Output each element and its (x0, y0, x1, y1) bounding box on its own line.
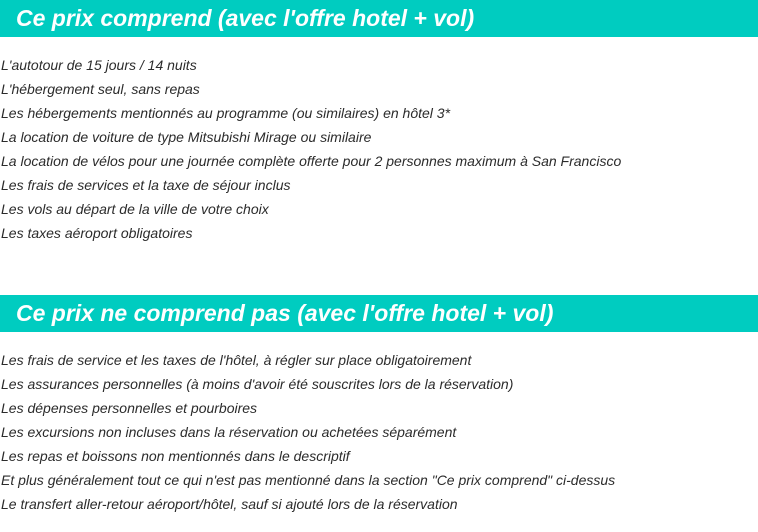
list-item: L'autotour de 15 jours / 14 nuits (1, 57, 197, 73)
list-item: Les repas et boissons non mentionnés dans le descriptif (1, 448, 350, 464)
list-item: La location de voiture de type Mitsubishi Mirage ou similaire (1, 129, 372, 145)
included-list (0, 53, 621, 245)
list-item: L'hébergement seul, sans repas (1, 81, 200, 97)
included-section-title: Ce prix comprend (avec l'offre hotel + vol) (0, 0, 758, 37)
excluded-list (0, 348, 615, 516)
list-item: Le transfert aller-retour aéroport/hôtel, sauf si ajouté lors de la réservation (1, 496, 458, 512)
excluded-section-title: Ce prix ne comprend pas (avec l'offre hotel + vol) (0, 295, 758, 332)
list-item: Les frais de service et les taxes de l'hôtel, à régler sur place obligatoirement (1, 352, 472, 368)
list-item: Les hébergements mentionnés au programme (ou similaires) en hôtel 3* (1, 105, 451, 121)
list-item: Les taxes aéroport obligatoires (1, 225, 193, 241)
list-item: Et plus généralement tout ce qui n'est pas mentionné dans la section "Ce prix comprend" ci-dessus (1, 472, 616, 488)
list-item: Les assurances personnelles (à moins d'avoir été souscrites lors de la réservation) (1, 376, 514, 392)
list-item: La location de vélos pour une journée complète offerte pour 2 personnes maximum à San Francisco (1, 153, 622, 169)
list-item: Les excursions non incluses dans la réservation ou achetées séparément (1, 424, 457, 440)
list-item: Les vols au départ de la ville de votre choix (1, 201, 269, 217)
list-item: Les dépenses personnelles et pourboires (1, 400, 258, 416)
list-item: Les frais de services et la taxe de séjour inclus (1, 177, 291, 193)
